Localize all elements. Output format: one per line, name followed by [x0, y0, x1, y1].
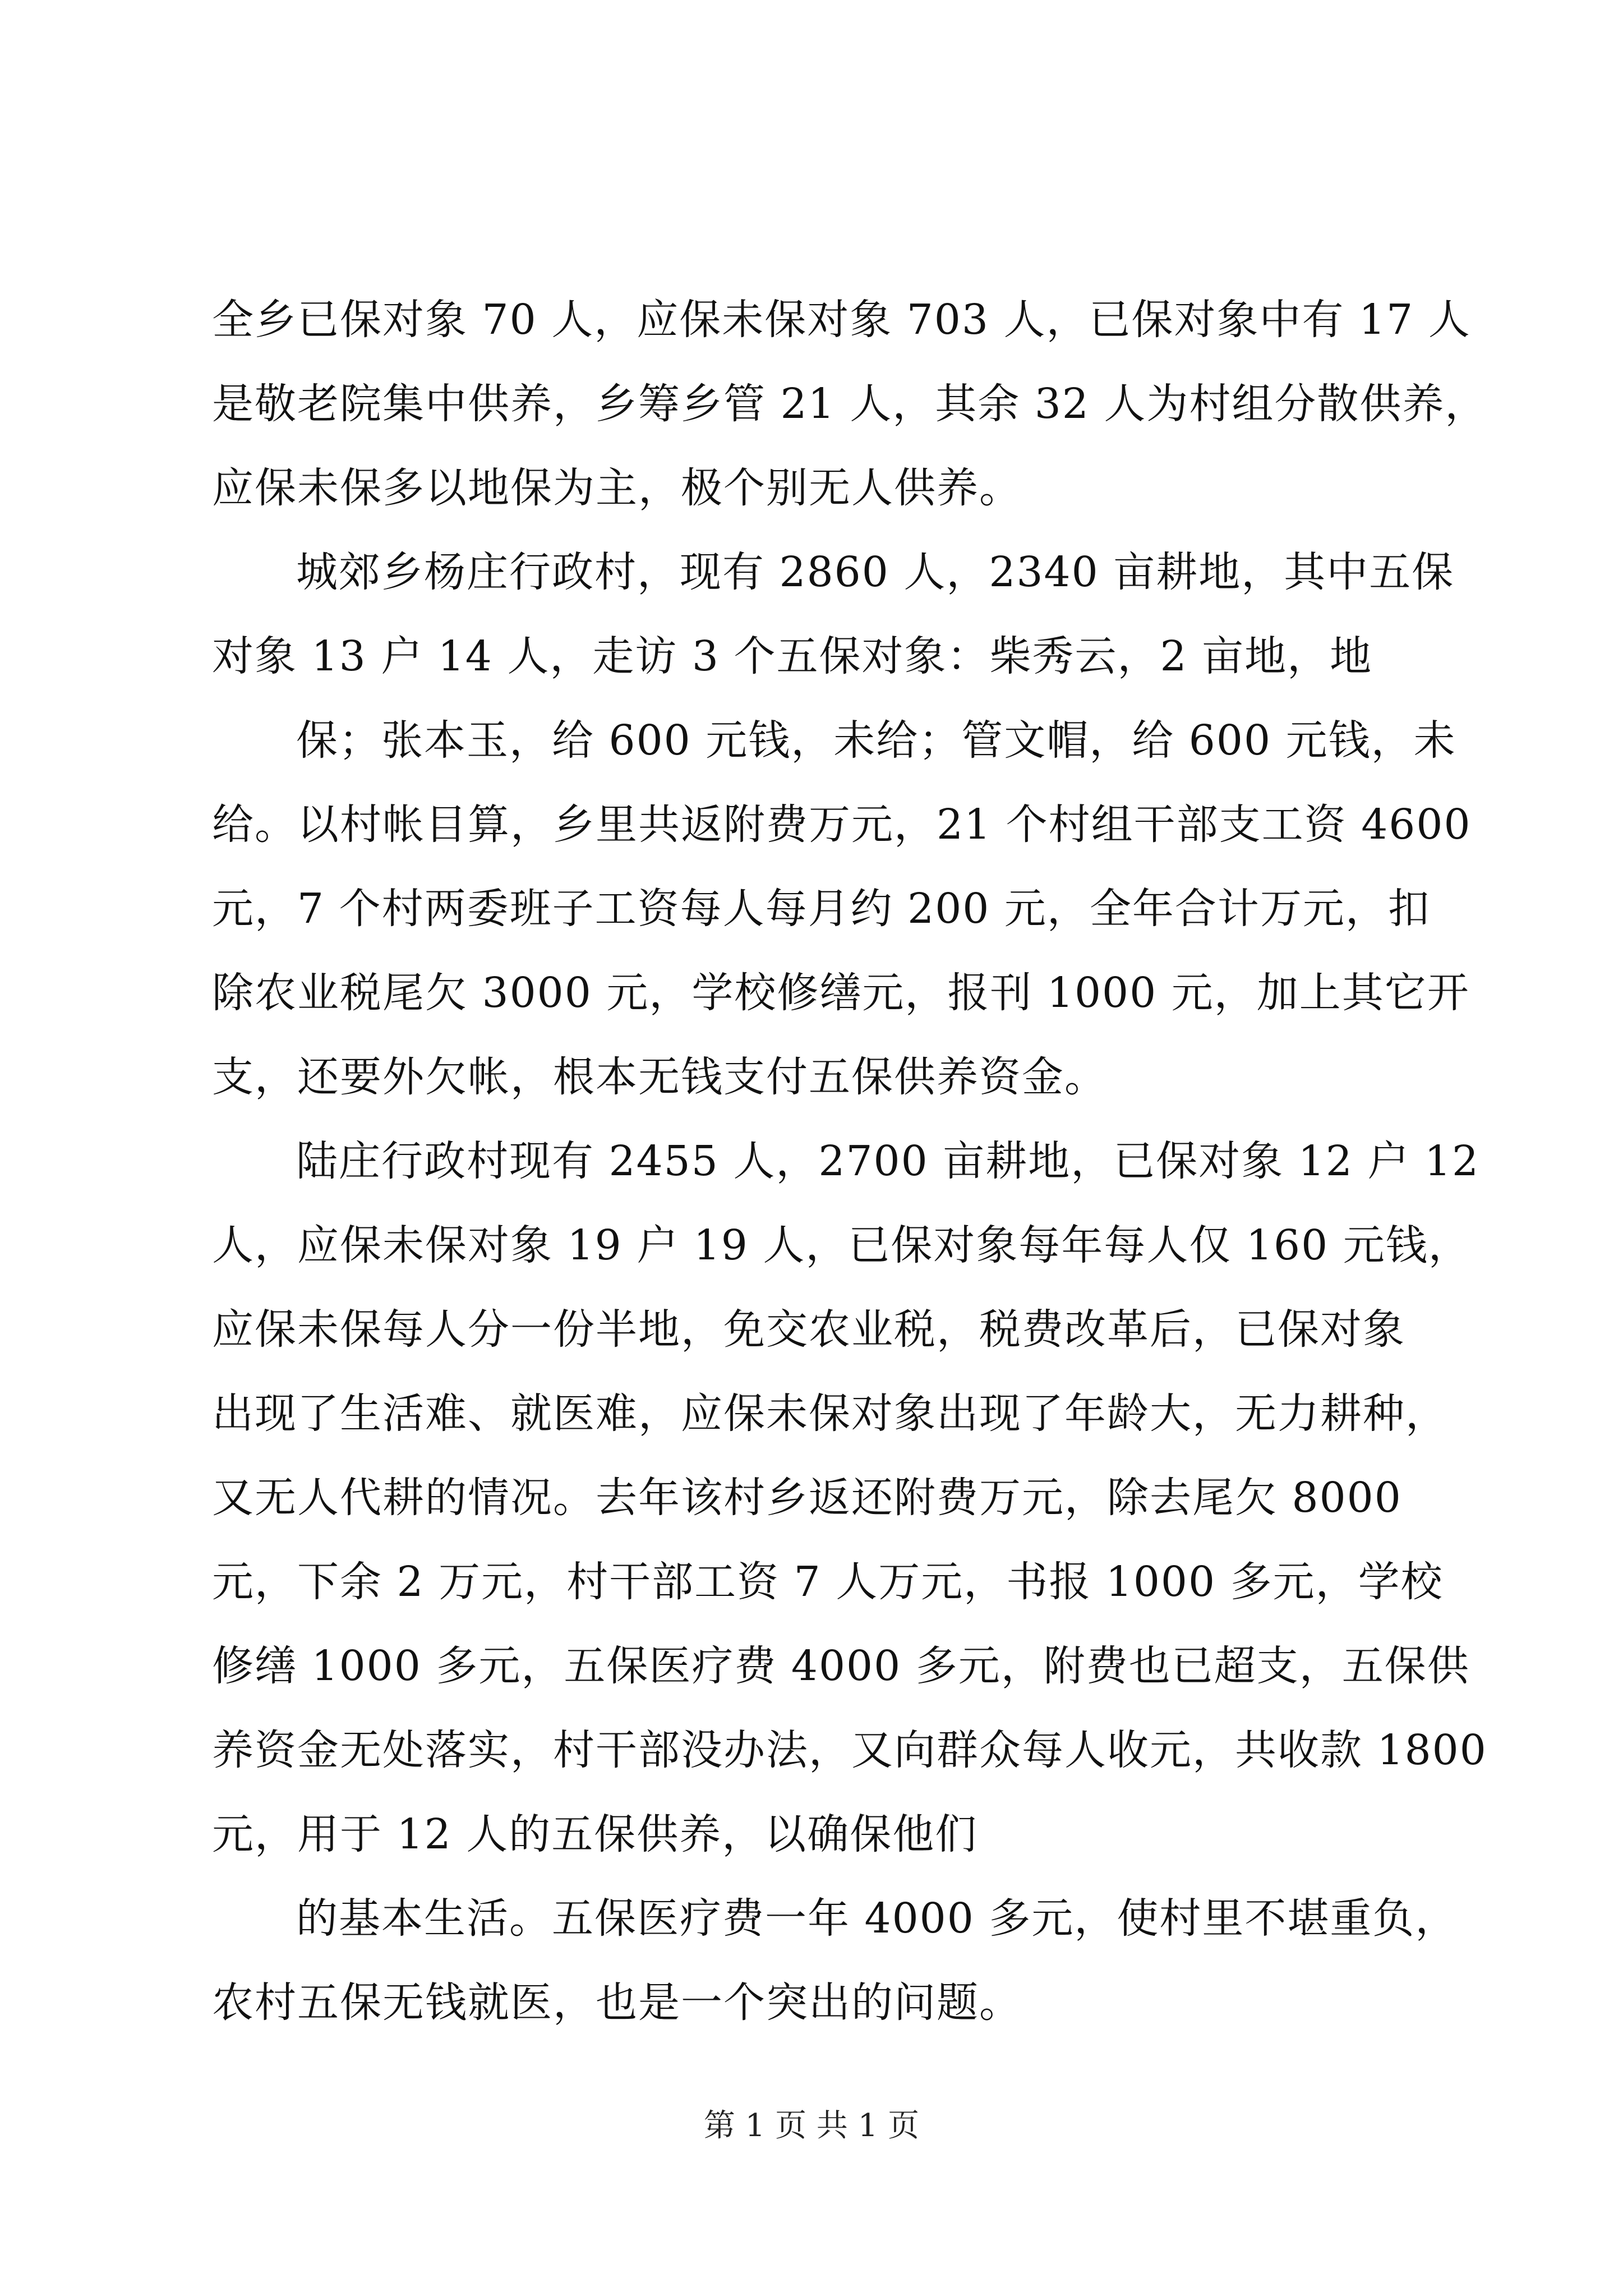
body-line: 修缮 1000 多元，五保医疗费 4000 多元，附费也已超支，五保供 [212, 1642, 1470, 1690]
body-line: 农村五保无钱就医，也是一个突出的问题。 [212, 1978, 1022, 2027]
page-footer [0, 2106, 1623, 2146]
body-line: 元，用于 12 人的五保供养，以确保他们 [212, 1810, 978, 1858]
body-line: 养资金无处落实，村干部没办法，又向群众每人收元，共收款 1800 [212, 1726, 1487, 1774]
body-line: 元，7 个村两委班子工资每人每月约 200 元，全年合计万元，扣 [212, 885, 1431, 933]
body-line: 除农业税尾欠 3000 元，学校修缮元，报刊 1000 元，加上其它开 [212, 969, 1470, 1017]
body-line: 又无人代耕的情况。去年该村乡返还附费万元，除去尾欠 8000 [212, 1474, 1402, 1522]
body-line: 是敬老院集中供养，乡筹乡管 21 人，其余 32 人为村组分散供养， [212, 380, 1488, 428]
body-line: 保；张本玉，给 600 元钱，未给；管文帽，给 600 元钱，未 [296, 716, 1456, 765]
body-line: 全乡已保对象 70 人，应保未保对象 703 人，已保对象中有 17 人 [212, 296, 1471, 344]
body-line: 应保未保多以地保为主，极个别无人供养。 [212, 464, 1022, 512]
body-line: 元，下余 2 万元，村干部工资 7 人万元，书报 1000 多元，学校 [212, 1558, 1444, 1606]
body-line: 应保未保每人分一份半地，免交农业税，税费改革后，已保对象 [212, 1305, 1405, 1354]
body-line: 的基本生活。五保医疗费一年 4000 多元，使村里不堪重负， [296, 1894, 1458, 1943]
body-line: 出现了生活难、就医难，应保未保对象出现了年龄大，无力耕种， [212, 1389, 1448, 1438]
body-line: 陆庄行政村现有 2455 人，2700 亩耕地，已保对象 12 户 12 [296, 1137, 1480, 1185]
body-line: 给。以村帐目算，乡里共返附费万元，21 个村组干部支工资 4600 [212, 800, 1472, 849]
body-line: 支，还要外欠帐，根本无钱支付五保供养资金。 [212, 1053, 1107, 1101]
body-line: 城郊乡杨庄行政村，现有 2860 人，2340 亩耕地，其中五保 [296, 548, 1455, 596]
body-line: 对象 13 户 14 人，走访 3 个五保对象：柴秀云，2 亩地，地 [212, 632, 1373, 680]
body-line: 人，应保未保对象 19 户 19 人，已保对象每年每人仅 160 元钱， [212, 1221, 1471, 1269]
page-number-label: 第 1 页 共 1 页 [703, 2108, 920, 2144]
